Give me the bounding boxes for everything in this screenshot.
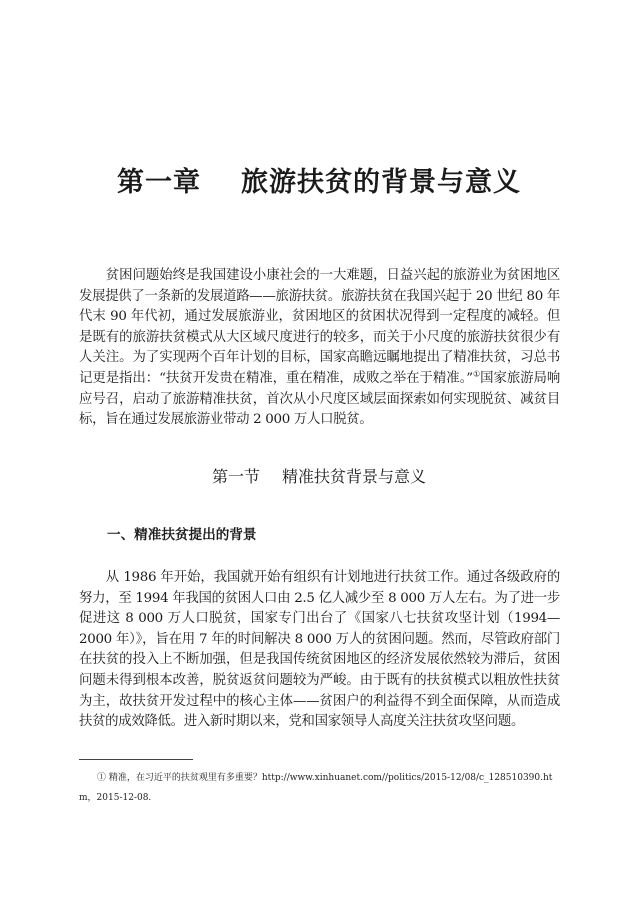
body-paragraph: 从 1986 年开始，我国就开始有组织有计划地进行扶贫工作。通过各级政府的努力，至 1994 年我国的贫困人口由 2.5 亿人减少至 8 000 万人左右。为了进一步促进这 8 000 万人口脱贫，国家专门出台了《国家八七扶贫攻坚计划（1994—2000 年）》，旨在用 7 年的时间解决 8 000 万人的贫困问题。然而，尽管政府部门在扶贫的投入上不断加强，但是我国传统贫困地区的经济发展依然较为滞后，贫困问题未得到根本改善，脱贫返贫问题较为严峻。由于既有的扶贫模式以粗放性扶贫为主，故扶贫开发过程中的核心主体——贫困户的利益得不到全面保障，从而造成扶贫的成效降低。进入新时期以来，党和国家领导人高度关注扶贫攻坚问题。 [79,570,560,730]
section-name: 精准扶贫背景与意义 [282,467,427,486]
intro-text-after-note: 国家旅游局响应号召，启动了旅游精准扶贫，首次从小尺度区域层面探索如何实现脱贫、减贫目标，旨在通过发展旅游业带动 2 000 万人口脱贫。 [79,370,560,428]
intro-paragraph [79,266,560,431]
footnote-divider [79,759,193,760]
chapter-title [0,160,638,199]
section-number: 第一节 [211,467,260,486]
section-title [0,464,638,487]
footnote: ① 精准，在习近平的扶贫观里有多重要？http://www.xinhuanet.com//politics/2015-12/08/c_128510390.htm，2015-12-08. [79,773,553,803]
footnote-reference[interactable]: ① [472,369,481,379]
intro-text-before-note: 贫困问题始终是我国建设小康社会的一大难题，日益兴起的旅游业为贫困地区发展提供了一条新的发展道路——旅游扶贫。旅游扶贫在我国兴起于 20 世纪 80 年代末 90 年代初，通过发展旅游业，贫困地区的贫困状况得到一定程度的减轻。但是既有的旅游扶贫模式从大区域尺度进行的较多，而关于小尺度的旅游扶贫很少有人关注。为了实现两个百年计划的目标，国家高瞻远瞩地提出了精准扶贫，习总书记更是指出：“扶贫开发贵在精准，重在精准，成败之举在于精准。” [79,268,560,386]
chapter-name: 旅游扶贫的背景与意义 [241,167,521,198]
subsection-title: 一、精准扶贫提出的背景 [107,527,257,543]
chapter-number: 第一章 [117,167,201,198]
